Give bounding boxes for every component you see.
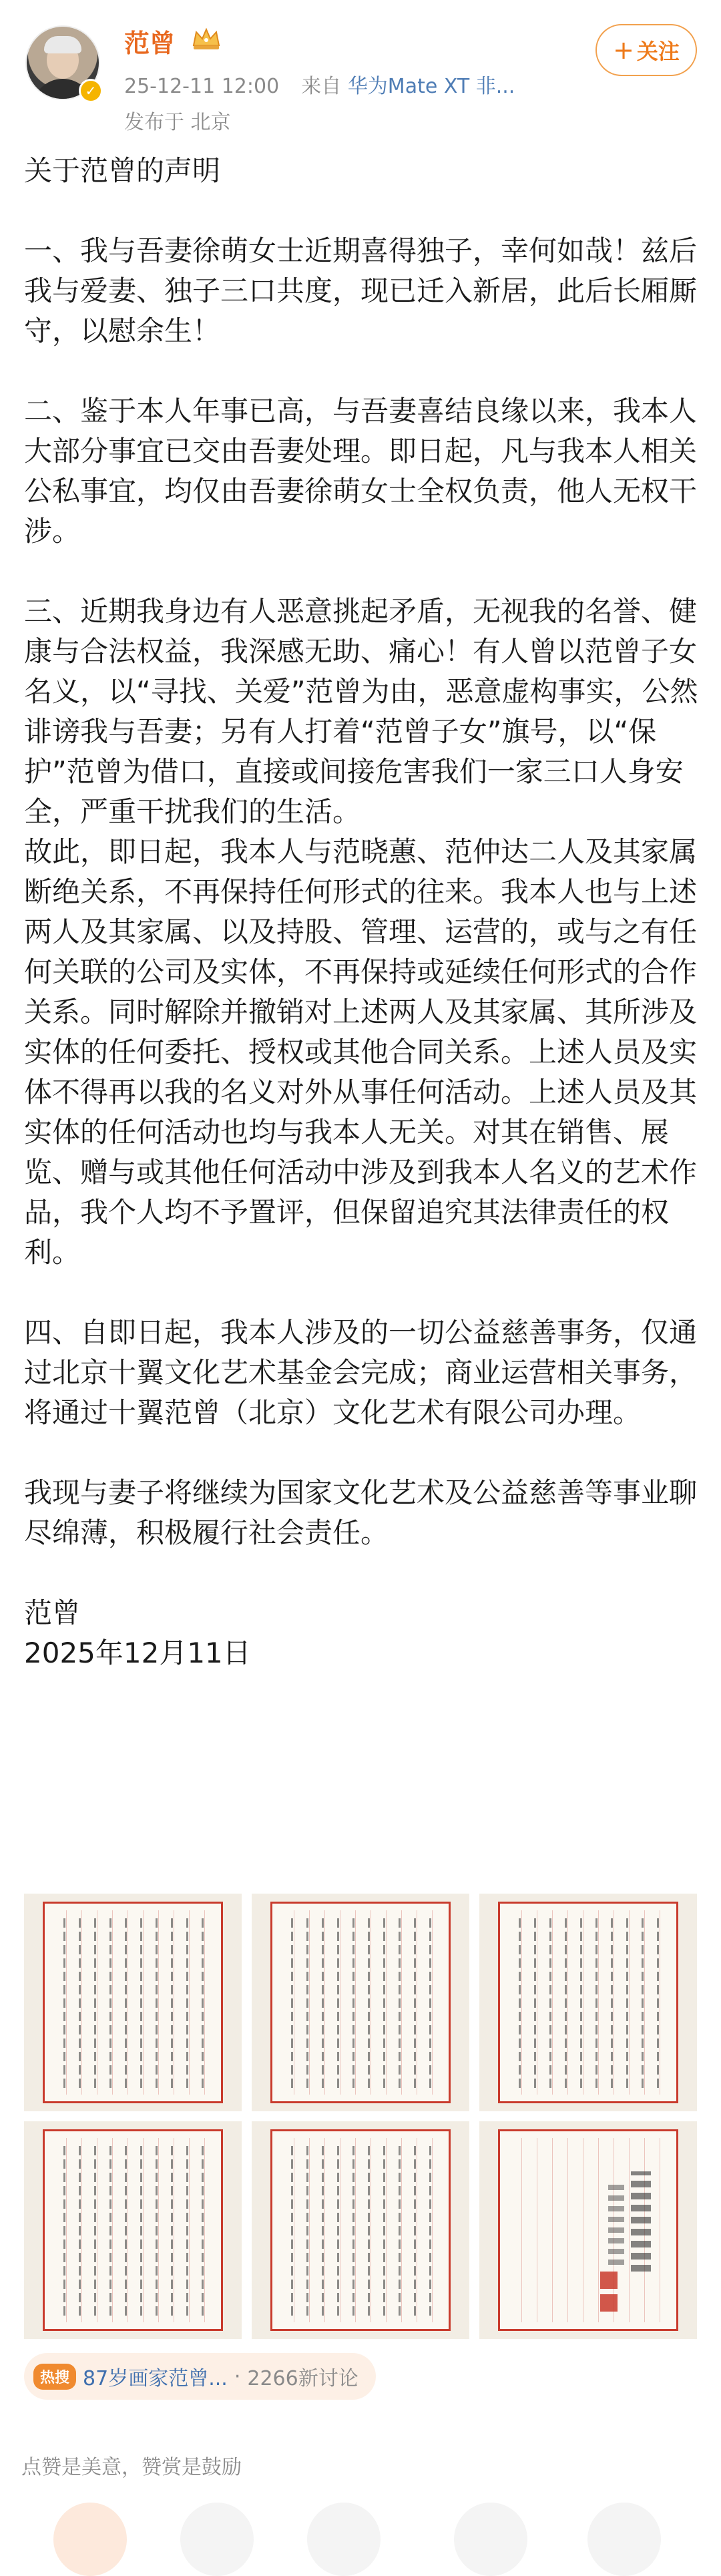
image-thumbnail[interactable]: [252, 1894, 469, 2111]
topic-separator: ·: [234, 2364, 241, 2388]
paragraph-4: 四、自即日起，我本人涉及的一切公益慈善事务，仅通过北京十翼文化艺术基金会完成；商业运营相关事务，将通过十翼范曾（北京）文化艺术有限公司办理。: [24, 1316, 698, 1429]
reward-button[interactable]: [53, 2503, 127, 2576]
topic-discussions: 2266新讨论: [247, 2367, 358, 2390]
hot-topic-chip[interactable]: [24, 2353, 376, 2400]
post-content: [24, 151, 700, 1673]
post-meta: [124, 69, 515, 99]
image-thumbnail[interactable]: [24, 1894, 242, 2111]
image-thumbnail[interactable]: [479, 2121, 697, 2339]
share-button[interactable]: [307, 2503, 381, 2576]
more-button[interactable]: [587, 2503, 661, 2576]
signature-date: 2025年12月11日: [24, 1637, 251, 1669]
post-time: 25-12-11 12:00: [124, 75, 280, 98]
username[interactable]: 范曾: [124, 29, 176, 58]
source-device[interactable]: 华为Mate XT 非...: [347, 75, 515, 98]
follow-button[interactable]: [595, 24, 697, 76]
comment-button[interactable]: [454, 2503, 527, 2576]
paragraph-3-continued: 故此，即日起，我本人与范晓蕙、范仲达二人及其家属断绝关系，不再保持任何形式的往来。我本人也与上述两人及其家属、以及持股、管理、运营的，或与之有任何关联的公司及实体，不再保持或延续任何形式的合作关系。同时解除并撤销对上述两人及其家属、其所涉及实体的任何委托、授权或其他合同关系。上述人员及实体不得再以我的名义对外从事任何活动。上述人员及其实体的任何活动也均与我本人无关。对其在销售、展览、赠与或其他任何活动中涉及到我本人名义的艺术作品，我个人均不予置评，但保留追究其法律责任的权利。: [24, 835, 698, 1269]
paragraph-1: 一、我与吾妻徐萌女士近期喜得独子，幸何如哉！兹后我与爱妻、独子三口共度，现已迁入新居，此后长厢厮守，以慰余生！: [24, 234, 698, 347]
paragraph-5: 我现与妻子将继续为国家文化艺术及公益慈善等事业聊尽绵薄，积极履行社会责任。: [24, 1476, 698, 1549]
image-thumbnail[interactable]: [24, 2121, 242, 2339]
verified-badge-icon: ✓: [79, 79, 103, 103]
paragraph-2: 二、鉴于本人年事已高，与吾妻喜结良缘以来，我本人大部分事宜已交由吾妻处理。即日起，凡与我本人相关公私事宜，均仅由吾妻徐萌女士全权负责，他人无权干涉。: [24, 395, 698, 548]
post-location: 发布于 北京: [124, 111, 231, 134]
follow-label: 关注: [636, 39, 680, 64]
crown-badge-icon: [191, 25, 222, 52]
reward-prompt: 点赞是美意，赞赏是鼓励: [21, 2456, 242, 2479]
like-button[interactable]: [180, 2503, 254, 2576]
paragraph-3: 三、近期我身边有人恶意挑起矛盾，无视我的名誉、健康与合法权益，我深感无助、痛心！有人曾以范曾子女名义，以“寻找、关爱”范曾为由，恶意虚构事实，公然诽谤我与吾妻；另有人打着“范曾子女”旗号，以“保护”范曾为借口，直接或间接危害我们一家三口人身安全，严重干扰我们的生活。: [24, 595, 698, 828]
image-thumbnail[interactable]: [479, 1894, 697, 2111]
topic-title: 87岁画家范曾...: [83, 2367, 228, 2390]
hot-search-icon: 热搜: [33, 2364, 76, 2390]
action-bar: [0, 2503, 721, 2541]
plus-icon: +: [613, 35, 634, 65]
source-prefix: 来自: [301, 75, 342, 98]
statement-title: 关于范曾的声明: [24, 154, 221, 187]
post-header: [0, 0, 721, 147]
image-thumbnail[interactable]: [252, 2121, 469, 2339]
signature-name: 范曾: [24, 1596, 81, 1629]
